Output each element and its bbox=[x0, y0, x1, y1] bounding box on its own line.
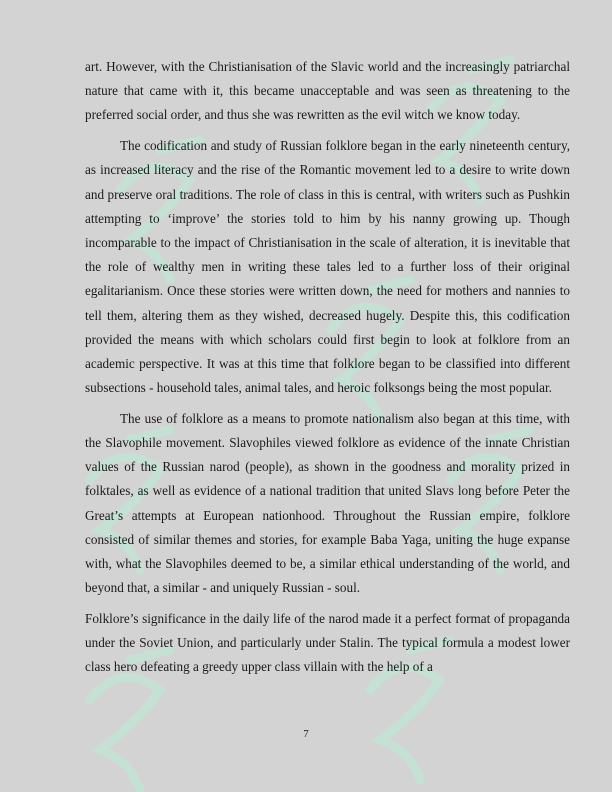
page-number: 7 bbox=[303, 728, 309, 740]
paragraph-3: The use of folklore as a means to promote nationalism also began at this time, with the Slavophile movement. Slavophiles viewed folklore as evidence of the innate Christian values of the Russian narod (people), as shown in the goodness and morality prized in folktales, as well as evidence of a national tradition that united Slavs long before Peter the Great’s attempts at European nationhood. Throughout the Russian empire, folklore consisted of similar themes and stories, for example Baba Yaga, uniting the huge expanse with, what the Slavophiles deemed to be, a similar ethical understanding of the world, and beyond that, a similar - and uniquely Russian - soul. bbox=[85, 410, 570, 596]
paragraph-4: Folklore’s significance in the daily life of the narod made it a perfect format of propaganda under the Soviet Union, and particularly under Stalin. The typical formula a modest lower class hero defeating a greedy upper class villain with the help of a bbox=[85, 610, 570, 675]
paragraph-2: The codification and study of Russian folklore began in the early nineteenth century, as increased literacy and the rise of the Romantic movement led to a desire to write down and preserve oral traditions. The role of class in this is central, with writers such as Pushkin attempting to ‘improve’ the stories told to him by his nanny growing up. Though incomparable to the impact of Christianisation in the scale of alteration, it is inevitable that the role of wealthy men in writing these tales led to a further loss of their original egalitarianism. Once these stories were written down, the need for mothers and nannies to tell them, altering them as they wished, decreased hugely. Despite this, this codification provided the means with which scholars could first begin to look at folklore from an academic perspective. It was at this time that folklore began to be classified into different subsections - household tales, animal tales, and heroic folksongs being the most popular. bbox=[85, 138, 570, 396]
body-text bbox=[85, 55, 570, 686]
paragraph-1: art. However, with the Christianisation of the Slavic world and the increasingly patriarchal nature that came with it, this became unacceptable and was seen as threatening to the preferred social order, and thus she was rewritten as the evil witch we know today. bbox=[85, 59, 570, 123]
